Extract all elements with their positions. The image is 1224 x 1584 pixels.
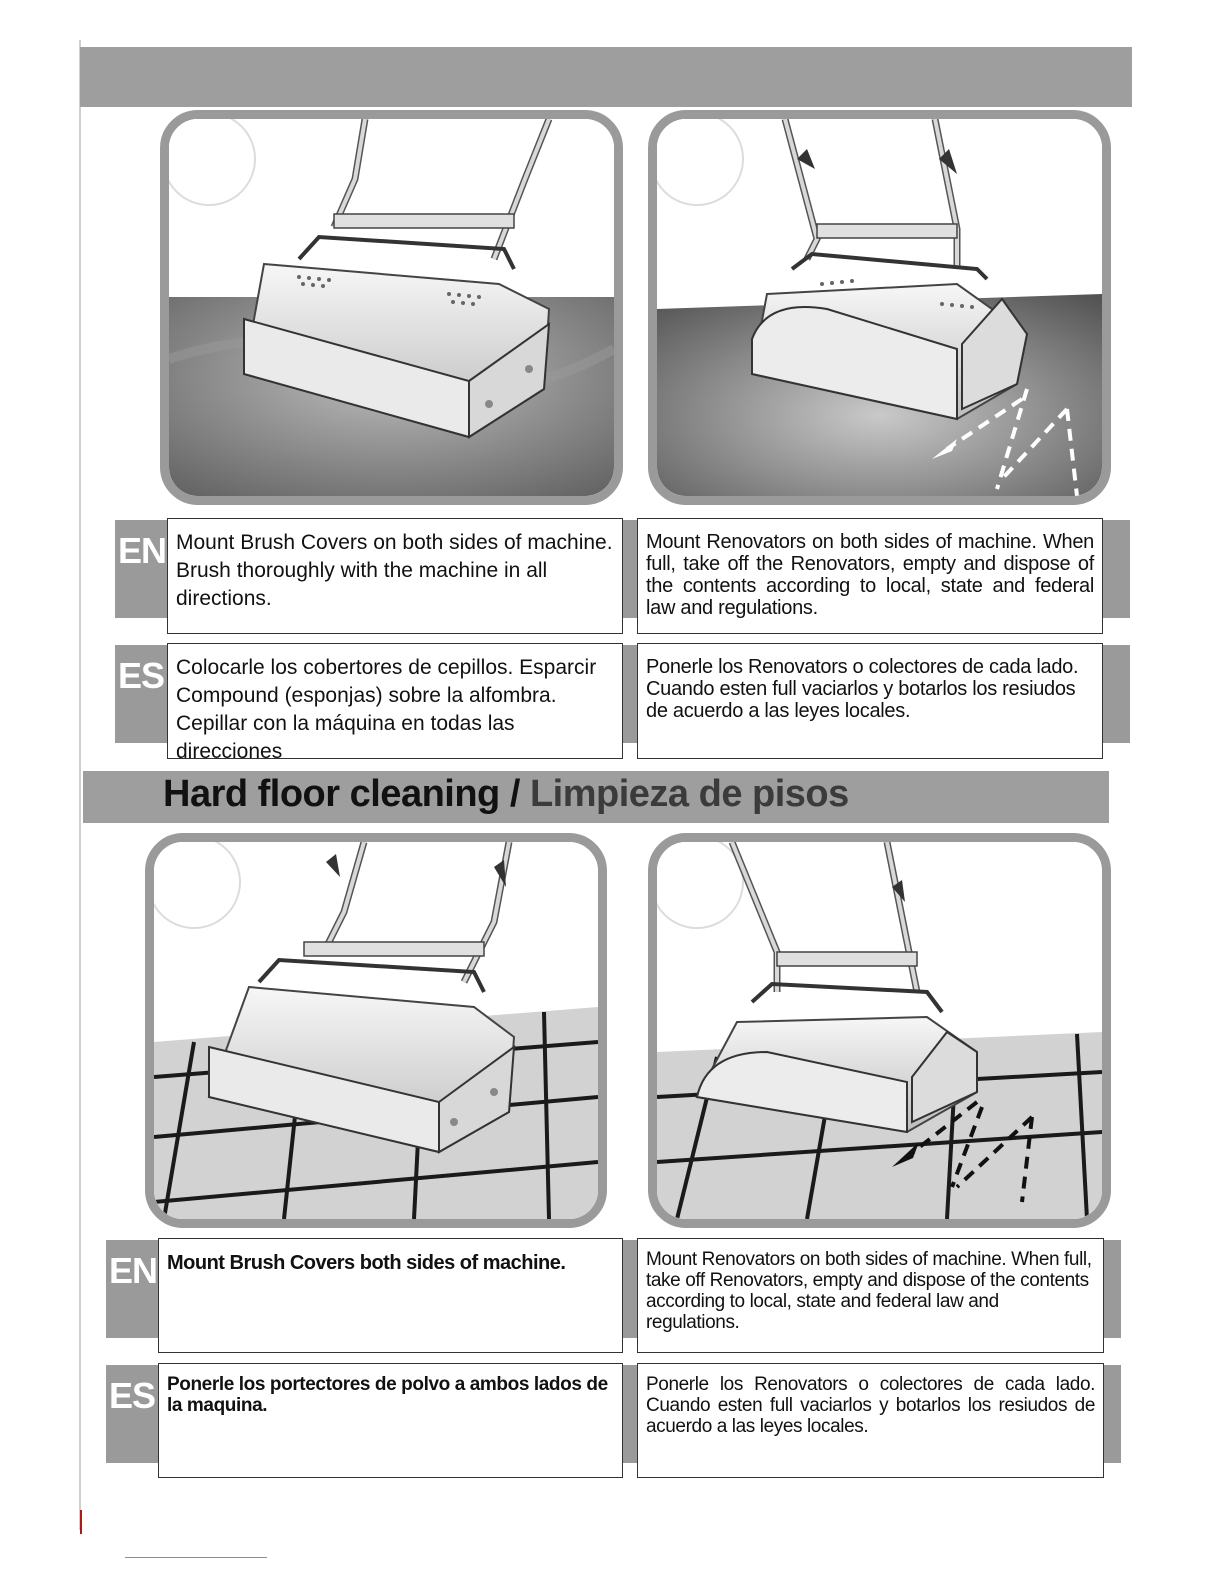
carpet-step1-es-text: Colocarle los cobertores de cepillos. Esparcir Compound (esponjas) sobre la alfombra. Cepillar con la máquina en todas las direcciones (167, 643, 623, 759)
lang-label-en-1: EN (115, 520, 167, 618)
machine-carpet-brush-image (169, 119, 614, 496)
margin-red-mark (80, 1510, 82, 1534)
right-strip (1104, 1365, 1121, 1463)
hardfloor-step1-es-text: Ponerle los portectores de polvo a ambos lados de la maquina. (158, 1363, 623, 1478)
lang-label-es-1: ES (115, 645, 167, 743)
right-strip (1104, 1240, 1121, 1338)
carpet-step2-es-text: Ponerle los Renovators o colectores de cada lado. Cuando esten full vaciarlos y botarlos los resiudos de acuerdo a las leyes locales. (637, 643, 1103, 759)
hardfloor-step2-es-text: Ponerle los Renovators o colectores de cada lado. Cuando esten full vaciarlos y botarlos los resiudos de acuerdo a las leyes locales. (637, 1363, 1104, 1478)
carpet-step1-en-text: Mount Brush Covers on both sides of machine. Brush thoroughly with the machine in all directions. (167, 518, 623, 634)
carpet-step2-en-text: Mount Renovators on both sides of machine. When full, take off the Renovators, empty and dispose of the contents according to local, state and federal law and regulations. (637, 518, 1103, 634)
machine-tile-renovators-image (657, 842, 1102, 1219)
section-header-hard-floor (83, 771, 1109, 823)
hardfloor-step1-en-text: Mount Brush Covers both sides of machine. (158, 1238, 623, 1353)
right-strip (1103, 520, 1130, 618)
footer-rule (125, 1557, 267, 1558)
divider-strip (623, 645, 637, 743)
illustration-tile-renovators (648, 833, 1111, 1228)
top-header-bar (80, 47, 1132, 107)
lang-label-es-2: ES (106, 1365, 158, 1463)
divider-strip (623, 520, 637, 618)
illustration-tile-brush (145, 833, 607, 1228)
illustration-carpet-brush (160, 110, 623, 505)
hardfloor-step2-en-text: Mount Renovators on both sides of machine. When full, take off Renovators, empty and dispose of the contents according to local, state and federal law and regulations. (637, 1238, 1104, 1353)
divider-strip (623, 1365, 637, 1463)
right-strip (1103, 645, 1130, 743)
divider-strip (623, 1240, 637, 1338)
illustration-carpet-renovators (648, 110, 1111, 505)
lang-label-en-2: EN (106, 1240, 158, 1338)
page-margin-line (79, 40, 81, 1530)
machine-carpet-renovators-image (657, 119, 1102, 496)
section-title: Hard floor cleaning / Limpieza de pisos (163, 773, 849, 815)
machine-tile-brush-image (154, 842, 598, 1219)
